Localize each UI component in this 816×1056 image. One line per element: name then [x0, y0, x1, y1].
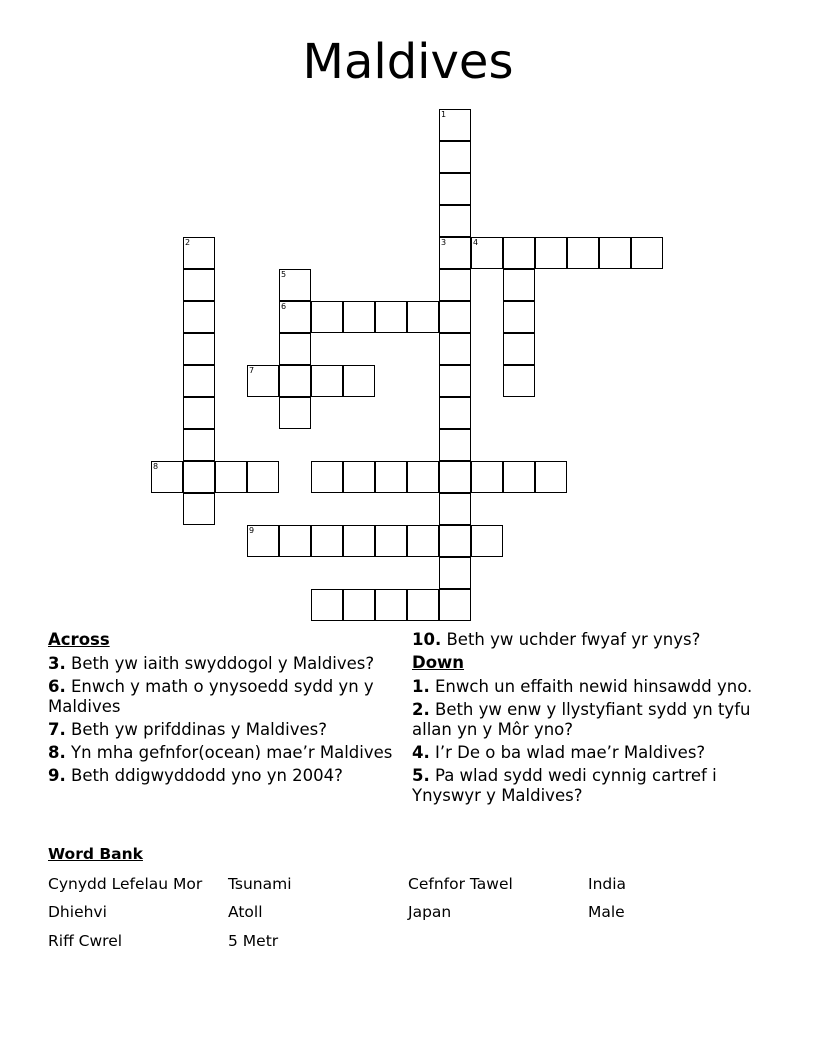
clue-across-10: [412, 630, 772, 650]
clue-number: 9.: [48, 766, 66, 785]
clue-number: 2.: [412, 700, 430, 719]
cell-number: 8: [153, 462, 159, 471]
clue-number: 7.: [48, 720, 66, 739]
grid-cell[interactable]: [439, 333, 471, 365]
clue-across-6: [48, 677, 398, 717]
clue-text: Beth yw iaith swyddogol y Maldives?: [65, 654, 375, 673]
clue-down-1: [412, 677, 772, 697]
clue-text: Yn mha gefnfor(ocean) mae’r Maldives: [65, 743, 393, 762]
word-bank-item: Atoll: [228, 903, 263, 921]
grid-cell[interactable]: [439, 429, 471, 461]
grid-cell[interactable]: [503, 269, 535, 301]
clue-down-5: [412, 766, 772, 806]
grid-cell[interactable]: [439, 301, 471, 333]
clue-number: 5.: [412, 766, 430, 785]
clue-text: Beth yw uchder fwyaf yr ynys?: [441, 630, 701, 649]
grid-cell[interactable]: [407, 301, 439, 333]
grid-cell[interactable]: [439, 461, 471, 493]
cell-number: 9: [249, 526, 255, 535]
grid-cell[interactable]: [439, 141, 471, 173]
across-heading: Across: [48, 630, 110, 649]
grid-cell[interactable]: [503, 365, 535, 397]
grid-cell[interactable]: [183, 269, 215, 301]
grid-cell[interactable]: [183, 237, 215, 269]
grid-cell[interactable]: [183, 365, 215, 397]
grid-cell[interactable]: [471, 525, 503, 557]
grid-cell[interactable]: [471, 237, 503, 269]
clue-text: Beth yw prifddinas y Maldives?: [65, 720, 328, 739]
grid-cell[interactable]: [375, 461, 407, 493]
clue-across-7: [48, 720, 398, 740]
grid-cell[interactable]: [279, 301, 311, 333]
grid-cell[interactable]: [183, 301, 215, 333]
grid-cell[interactable]: [439, 269, 471, 301]
cell-number: 6: [281, 302, 287, 311]
word-bank-item: Riff Cwrel: [48, 932, 123, 950]
grid-cell[interactable]: [407, 525, 439, 557]
grid-cell[interactable]: [343, 365, 375, 397]
grid-cell[interactable]: [151, 461, 183, 493]
grid-cell[interactable]: [439, 205, 471, 237]
clue-down-2: [412, 700, 772, 740]
grid-cell[interactable]: [247, 365, 279, 397]
grid-cell[interactable]: [535, 461, 567, 493]
grid-cell[interactable]: [439, 493, 471, 525]
grid-cell[interactable]: [215, 461, 247, 493]
grid-cell[interactable]: [407, 461, 439, 493]
grid-cell[interactable]: [279, 365, 311, 397]
word-bank-item: Dhiehvi: [48, 903, 107, 921]
cell-number: 1: [441, 110, 447, 119]
down-heading: Down: [412, 653, 465, 672]
cell-number: 5: [281, 270, 287, 279]
across-clues: [48, 630, 398, 789]
grid-cell[interactable]: [439, 109, 471, 141]
cell-number: 7: [249, 366, 255, 375]
clue-number: 8.: [48, 743, 66, 762]
grid-cell[interactable]: [439, 365, 471, 397]
grid-cell[interactable]: [183, 333, 215, 365]
word-bank-item: Cefnfor Tawel: [408, 875, 513, 893]
grid-cell[interactable]: [343, 525, 375, 557]
cell-number: 2: [185, 238, 191, 247]
grid-cell[interactable]: [343, 589, 375, 621]
grid-cell[interactable]: [343, 301, 375, 333]
word-bank-item: Cynydd Lefelau Mor: [48, 875, 203, 893]
clue-across-3: [48, 654, 398, 674]
word-bank-item: 5 Metr: [228, 932, 279, 950]
right-clues-column: [412, 630, 772, 809]
clue-text: Pa wlad sydd wedi cynnig cartref i Ynyswyr y Maldives?: [412, 766, 717, 805]
grid-cell[interactable]: [183, 461, 215, 493]
grid-cell[interactable]: [279, 397, 311, 429]
grid-cell[interactable]: [279, 333, 311, 365]
grid-cell[interactable]: [503, 333, 535, 365]
grid-cell[interactable]: [439, 173, 471, 205]
cell-number: 3: [441, 238, 447, 247]
cell-number: 4: [473, 238, 479, 247]
grid-cell[interactable]: [311, 301, 343, 333]
grid-cell[interactable]: [375, 525, 407, 557]
clue-across-8: [48, 743, 398, 763]
grid-cell[interactable]: [599, 237, 631, 269]
grid-cell[interactable]: [567, 237, 599, 269]
grid-cell[interactable]: [311, 525, 343, 557]
word-bank-item: Male: [588, 903, 625, 921]
grid-cell[interactable]: [439, 525, 471, 557]
clue-text: I’r De o ba wlad mae’r Maldives?: [429, 743, 706, 762]
clue-number: 3.: [48, 654, 66, 673]
grid-cell[interactable]: [183, 429, 215, 461]
clue-across-9: [48, 766, 398, 786]
grid-cell[interactable]: [503, 461, 535, 493]
grid-cell[interactable]: [439, 557, 471, 589]
clue-number: 4.: [412, 743, 430, 762]
word-bank-item: India: [588, 875, 627, 893]
grid-cell[interactable]: [311, 589, 343, 621]
grid-cell[interactable]: [535, 237, 567, 269]
clue-number: 6.: [48, 677, 66, 696]
grid-cell[interactable]: [279, 525, 311, 557]
grid-cell[interactable]: [439, 397, 471, 429]
grid-cell[interactable]: [247, 525, 279, 557]
grid-cell[interactable]: [183, 397, 215, 429]
grid-cell[interactable]: [631, 237, 663, 269]
grid-cell[interactable]: [375, 301, 407, 333]
clue-number: 1.: [412, 677, 430, 696]
grid-cell[interactable]: [375, 589, 407, 621]
word-bank-item: Japan: [408, 903, 452, 921]
grid-cell[interactable]: [343, 461, 375, 493]
grid-cell[interactable]: [439, 589, 471, 621]
clue-text: Beth ddigwyddodd yno yn 2004?: [65, 766, 343, 785]
word-bank-item: Tsunami: [228, 875, 292, 893]
grid-cell[interactable]: [183, 493, 215, 525]
grid-cell[interactable]: [311, 365, 343, 397]
grid-cell[interactable]: [279, 269, 311, 301]
grid-cell[interactable]: [503, 237, 535, 269]
grid-cell[interactable]: [471, 461, 503, 493]
clue-down-4: [412, 743, 772, 763]
clue-text: Enwch y math o ynysoedd sydd yn y Maldives: [48, 677, 374, 716]
grid-cell[interactable]: [439, 237, 471, 269]
clue-text: Beth yw enw y llystyfiant sydd yn tyfu allan yn y Môr yno?: [412, 700, 751, 739]
word-bank-title: Word Bank: [48, 845, 143, 863]
grid-cell[interactable]: [407, 589, 439, 621]
puzzle-title: Maldives: [302, 34, 514, 90]
clue-number: 10.: [412, 630, 442, 649]
grid-cell[interactable]: [311, 461, 343, 493]
clue-text: Enwch un effaith newid hinsawdd yno.: [429, 677, 753, 696]
grid-cell[interactable]: [503, 301, 535, 333]
grid-cell[interactable]: [247, 461, 279, 493]
